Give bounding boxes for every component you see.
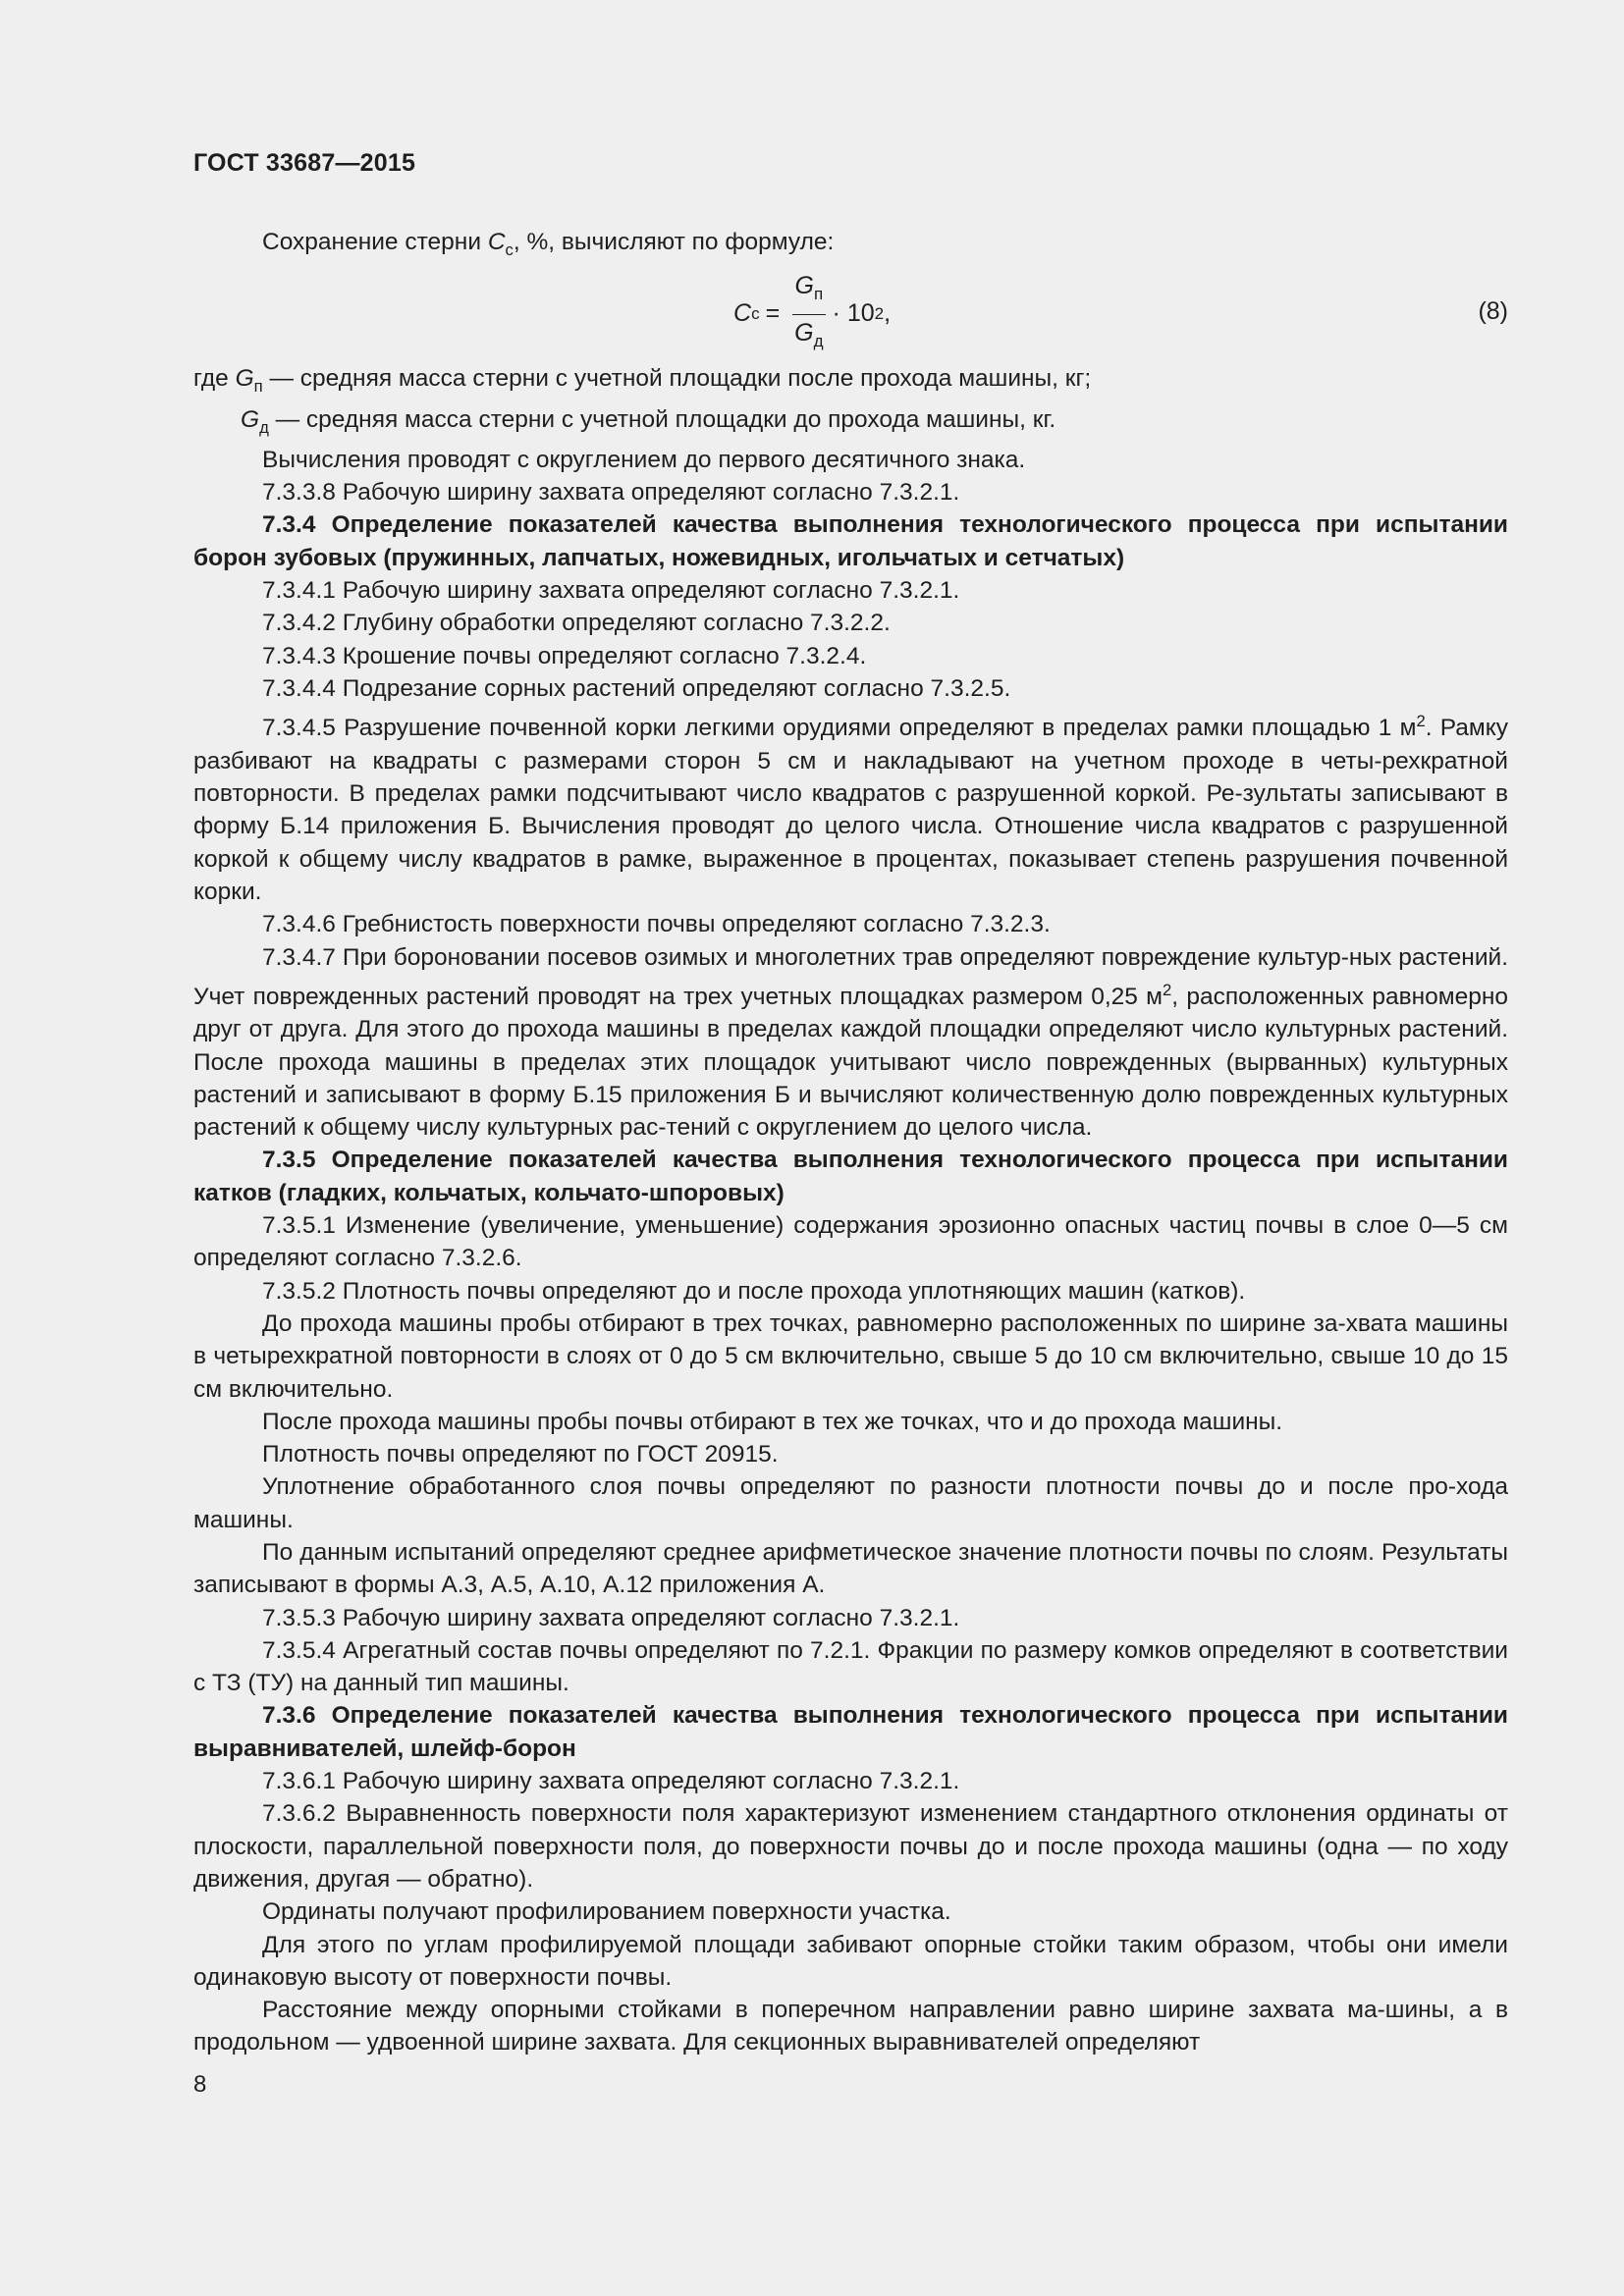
paragraph: Для этого по углам профилируемой площади забивают опорные стойки таким образом, чтобы они имели одинаковую высоту от поверхности почвы. xyxy=(193,1931,1508,1991)
section-heading-7-3-6: 7.3.6 Определение показателей качества выполнения технологического процесса при испытании выравнивателей, шлейф-борон xyxy=(193,1702,1508,1762)
section-heading-7-3-5: 7.3.5 Определение показателей качества выполнения технологического процесса при испытании катков (гладких, кольчатых, кольчато-шпоровых) xyxy=(193,1147,1508,1206)
document-body xyxy=(193,226,1508,2059)
paragraph: Ординаты получают профилированием поверхности участка. xyxy=(262,1898,951,1926)
clause-7-3-5-3: 7.3.5.3 Рабочую ширину захвата определяют согласно 7.3.2.1. xyxy=(262,1604,960,1631)
page-number: 8 xyxy=(193,2071,207,2098)
where-line-2: $G_д$ — средняя масса стерни с учетной площадки до прохода машины, кг. xyxy=(241,405,1056,437)
paragraph: Вычисления проводят с округлением до первого десятичного знака. xyxy=(262,446,1026,473)
formula-number: (8) xyxy=(1478,297,1508,326)
paragraph: Расстояние между опорными стойками в поперечном направлении равно ширине захвата ма-шины, а в продольном — удвоенной ширине захвата. Для секционных выравнивателей определяют xyxy=(193,1997,1508,2056)
document-header: ГОСТ 33687—2015 xyxy=(193,149,416,177)
paragraph: До прохода машины пробы отбирают в трех точках, равномерно расположенных по ширине за-хвата машины в четырехкратной повторности в слоях от 0 до 5 см включительно, свыше 5 до 10 см включительно, свыше 10 до 15 см включительно. xyxy=(193,1309,1508,1403)
clause-7-3-4-6: 7.3.4.6 Гребнистость поверхности почвы определяют согласно 7.3.2.3. xyxy=(262,911,1051,938)
clause-7-3-3-8: 7.3.3.8 Рабочую ширину захвата определяют согласно 7.3.2.1. xyxy=(262,479,960,507)
formula-8 xyxy=(193,268,1508,362)
clause-7-3-4-2: 7.3.4.2 Глубину обработки определяют согласно 7.3.2.2. xyxy=(262,610,891,637)
clause-7-3-4-3: 7.3.4.3 Крошение почвы определяют согласно 7.3.2.4. xyxy=(262,642,867,669)
where-line-1: где $G_п$ — средняя масса стерни с учетной площадки после прохода машины, кг; xyxy=(193,365,1092,397)
formula-intro: Сохранение стерни $C_с$, %, вычисляют по формуле: xyxy=(262,229,835,259)
paragraph: Уплотнение обработанного слоя почвы определяют по разности плотности почвы до и после про-хода машины. xyxy=(193,1473,1508,1533)
paragraph: Плотность почвы определяют по ГОСТ 20915. xyxy=(262,1441,779,1468)
section-heading-7-3-4: 7.3.4 Определение показателей качества выполнения технологического процесса при испытании борон зубовых (пружинных, лапчатых, ножевидных, игольчатых и сетчатых) xyxy=(193,511,1508,571)
clause-7-3-4-5: 7.3.4.5 Разрушение почвенной корки легкими орудиями определяют в пределах рамки площадью 1 $м^2$. Рамку разбивают на квадраты с размерами сторон 5 см и накладывают на учетном проходе в четы-рехкратной повторности. В пределах рамки подсчитывают число квадратов с разрушенной коркой. Ре-зультаты записывают в форму Б.14 приложения Б. Вычисления проводят до целого числа. Отношение числа квадратов с разрушенной коркой к общему числу квадратов в рамке, выраженное в процентах, показывает степень разрушения почвенной корки. xyxy=(193,712,1508,905)
clause-7-3-5-2: 7.3.5.2 Плотность почвы определяют до и после прохода уплотняющих машин (катков). xyxy=(262,1277,1246,1305)
clause-7-3-6-1: 7.3.6.1 Рабочую ширину захвата определяют согласно 7.3.2.1. xyxy=(262,1768,960,1795)
clause-7-3-4-7: 7.3.4.7 При бороновании посевов озимых и многолетних трав определяют повреждение культур-ных растений. Учет поврежденных растений проводят на трех учетных площадках размером 0,25 $м^2$, расположенных равномерно друг от друга. Для этого до прохода машины в пределах каждой площадки определяют число культурных растений. После прохода машины в пределах этих площадок учитывают число поврежденных (вырванных) культурных растений и записывают в форму Б.15 приложения Б и вычисляют количественную долю поврежденных культурных растений к общему числу культурных рас-тений с округлением до целого числа. xyxy=(193,943,1508,1142)
clause-7-3-4-4: 7.3.4.4 Подрезание сорных растений определяют согласно 7.3.2.5. xyxy=(262,674,1011,702)
paragraph: После прохода машины пробы почвы отбирают в тех же точках, что и до прохода машины. xyxy=(262,1408,1283,1435)
paragraph: По данным испытаний определяют среднее арифметическое значение плотности почвы по слоям. Результаты записывают в формы А.3, А.5, А.10, А.12 приложения А. xyxy=(193,1539,1508,1599)
clause-7-3-5-1: 7.3.5.1 Изменение (увеличение, уменьшение) содержания эрозионно опасных частиц почвы в слое 0—5 см определяют согласно 7.3.2.6. xyxy=(193,1212,1508,1272)
formula-fraction: $\frac{G_п}{G_д}$ xyxy=(791,270,826,357)
clause-7-3-6-2: 7.3.6.2 Выравненность поверхности поля характеризуют изменением стандартного отклонения ординаты от плоскости, параллельной поверхности поля, до поверхности почвы до и после прохода машины (одна — по ходу движения, другая — обратно). xyxy=(193,1800,1508,1893)
formula-expression: C с = $\frac{G_п}{G_д}$ · 10 2 , xyxy=(733,270,891,357)
clause-7-3-4-1: 7.3.4.1 Рабочую ширину захвата определяют согласно 7.3.2.1. xyxy=(262,577,960,605)
clause-7-3-5-4: 7.3.5.4 Агрегатный состав почвы определяют по 7.2.1. Фракции по размеру комков определяют в соответствии с ТЗ (ТУ) на данный тип машины. xyxy=(193,1636,1508,1697)
